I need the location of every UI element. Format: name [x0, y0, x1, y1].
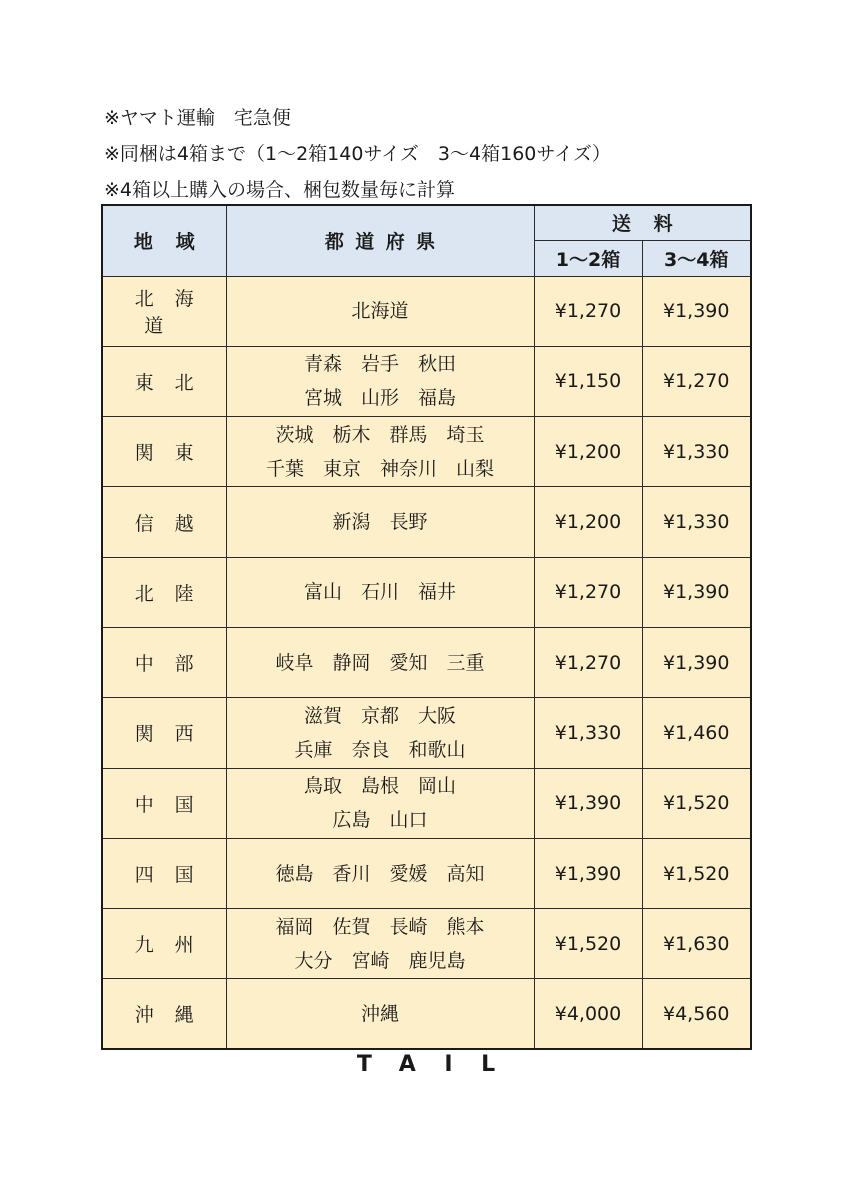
prefectures-cell: [226, 979, 534, 1049]
region-cell: [102, 627, 226, 697]
price-1-2-boxes: ¥1,520: [534, 909, 642, 979]
table-header: [102, 205, 751, 276]
prefectures-cell: [226, 838, 534, 908]
region-cell: [102, 346, 226, 416]
prefectures-cell: [226, 487, 534, 557]
region-name: 中国: [134, 793, 215, 816]
notes-block: [104, 100, 804, 208]
region-name: 沖縄: [134, 1004, 215, 1027]
prefecture-line: 新潟 長野: [332, 511, 428, 534]
prefecture-line: 富山 石川 福井: [303, 581, 456, 604]
prefectures-cell: [226, 698, 534, 768]
price-3-4-boxes: ¥1,330: [642, 487, 751, 557]
price-1-2-boxes: ¥4,000: [534, 979, 642, 1049]
note-bundle-limit: ※同梱は4箱まで（1〜2箱140サイズ 3〜4箱160サイズ）: [104, 143, 611, 165]
region-cell: [102, 487, 226, 557]
note-calculation: ※4箱以上購入の場合、梱包数量毎に計算: [104, 179, 456, 201]
header-1-2-boxes: 1〜2箱: [534, 240, 642, 276]
region-cell: [102, 417, 226, 487]
price-3-4-boxes: ¥4,560: [642, 979, 751, 1049]
price-3-4-boxes: ¥1,330: [642, 417, 751, 487]
prefecture-line: 千葉 東京 神奈川 山梨: [265, 457, 494, 480]
table-row: [102, 276, 751, 346]
table-row: [102, 838, 751, 908]
prefecture-line: 岐阜 静岡 愛知 三重: [275, 651, 485, 674]
region-name: 四国: [134, 864, 215, 887]
prefecture-line: 宮城 山形 福島: [303, 387, 456, 410]
prefecture-line: 広島 山口: [332, 809, 428, 832]
region-cell: [102, 979, 226, 1049]
table-row: [102, 627, 751, 697]
region-name: 信越: [134, 512, 215, 535]
region-name: 北海道: [134, 288, 215, 338]
footer-brand: TAIL: [356, 1052, 524, 1077]
price-1-2-boxes: ¥1,270: [534, 276, 642, 346]
table-body: [102, 276, 751, 1049]
prefecture-line: 沖縄: [360, 1002, 399, 1025]
prefecture-line: 青森 岩手 秋田: [303, 353, 456, 376]
region-name: 中部: [134, 653, 215, 676]
prefectures-cell: [226, 627, 534, 697]
note-carrier: ※ヤマト運輸 宅急便: [104, 107, 291, 129]
table-row: [102, 909, 751, 979]
price-3-4-boxes: ¥1,520: [642, 768, 751, 838]
price-1-2-boxes: ¥1,390: [534, 768, 642, 838]
region-name: 関西: [134, 723, 215, 746]
region-cell: [102, 909, 226, 979]
header-shipping: [534, 205, 751, 240]
prefecture-line: 茨城 栃木 群馬 埼玉: [275, 423, 485, 446]
header-region: [102, 205, 226, 276]
region-name: 北陸: [134, 582, 215, 605]
region-name: 関東: [134, 442, 215, 465]
prefectures-cell: [226, 276, 534, 346]
region-name: 九州: [134, 934, 215, 957]
table-row: [102, 417, 751, 487]
table-row: [102, 698, 751, 768]
prefecture-line: 兵庫 奈良 和歌山: [294, 738, 466, 761]
table-row: [102, 979, 751, 1049]
price-1-2-boxes: ¥1,270: [534, 627, 642, 697]
prefectures-cell: [226, 346, 534, 416]
prefecture-line: 福岡 佐賀 長崎 熊本: [275, 915, 485, 938]
region-cell: [102, 276, 226, 346]
region-cell: [102, 698, 226, 768]
shipping-rate-table: [101, 204, 752, 1050]
prefectures-cell: [226, 417, 534, 487]
table-row: [102, 346, 751, 416]
table-row: [102, 487, 751, 557]
prefecture-line: 北海道: [351, 300, 409, 323]
price-3-4-boxes: ¥1,520: [642, 838, 751, 908]
price-1-2-boxes: ¥1,150: [534, 346, 642, 416]
price-3-4-boxes: ¥1,390: [642, 276, 751, 346]
price-1-2-boxes: ¥1,270: [534, 557, 642, 627]
table-row: [102, 557, 751, 627]
price-1-2-boxes: ¥1,390: [534, 838, 642, 908]
price-3-4-boxes: ¥1,390: [642, 557, 751, 627]
prefectures-cell: [226, 557, 534, 627]
price-3-4-boxes: ¥1,390: [642, 627, 751, 697]
prefecture-line: 大分 宮崎 鹿児島: [294, 949, 466, 972]
header-prefectures-label: 都道府県: [324, 231, 447, 254]
header-3-4-boxes: 3〜4箱: [642, 240, 751, 276]
table-row: [102, 768, 751, 838]
region-name: 東北: [134, 371, 215, 394]
header-shipping-label: 送料: [611, 213, 696, 236]
prefecture-line: 徳島 香川 愛媛 高知: [275, 862, 485, 885]
prefecture-line: 滋賀 京都 大阪: [303, 704, 456, 727]
region-cell: [102, 557, 226, 627]
region-cell: [102, 768, 226, 838]
price-1-2-boxes: ¥1,330: [534, 698, 642, 768]
price-3-4-boxes: ¥1,270: [642, 346, 751, 416]
prefecture-line: 鳥取 島根 岡山: [303, 775, 456, 798]
price-3-4-boxes: ¥1,460: [642, 698, 751, 768]
prefectures-cell: [226, 768, 534, 838]
header-prefectures: [226, 205, 534, 276]
prefectures-cell: [226, 909, 534, 979]
price-1-2-boxes: ¥1,200: [534, 417, 642, 487]
price-1-2-boxes: ¥1,200: [534, 487, 642, 557]
header-region-label: 地域: [133, 231, 218, 254]
price-3-4-boxes: ¥1,630: [642, 909, 751, 979]
region-cell: [102, 838, 226, 908]
